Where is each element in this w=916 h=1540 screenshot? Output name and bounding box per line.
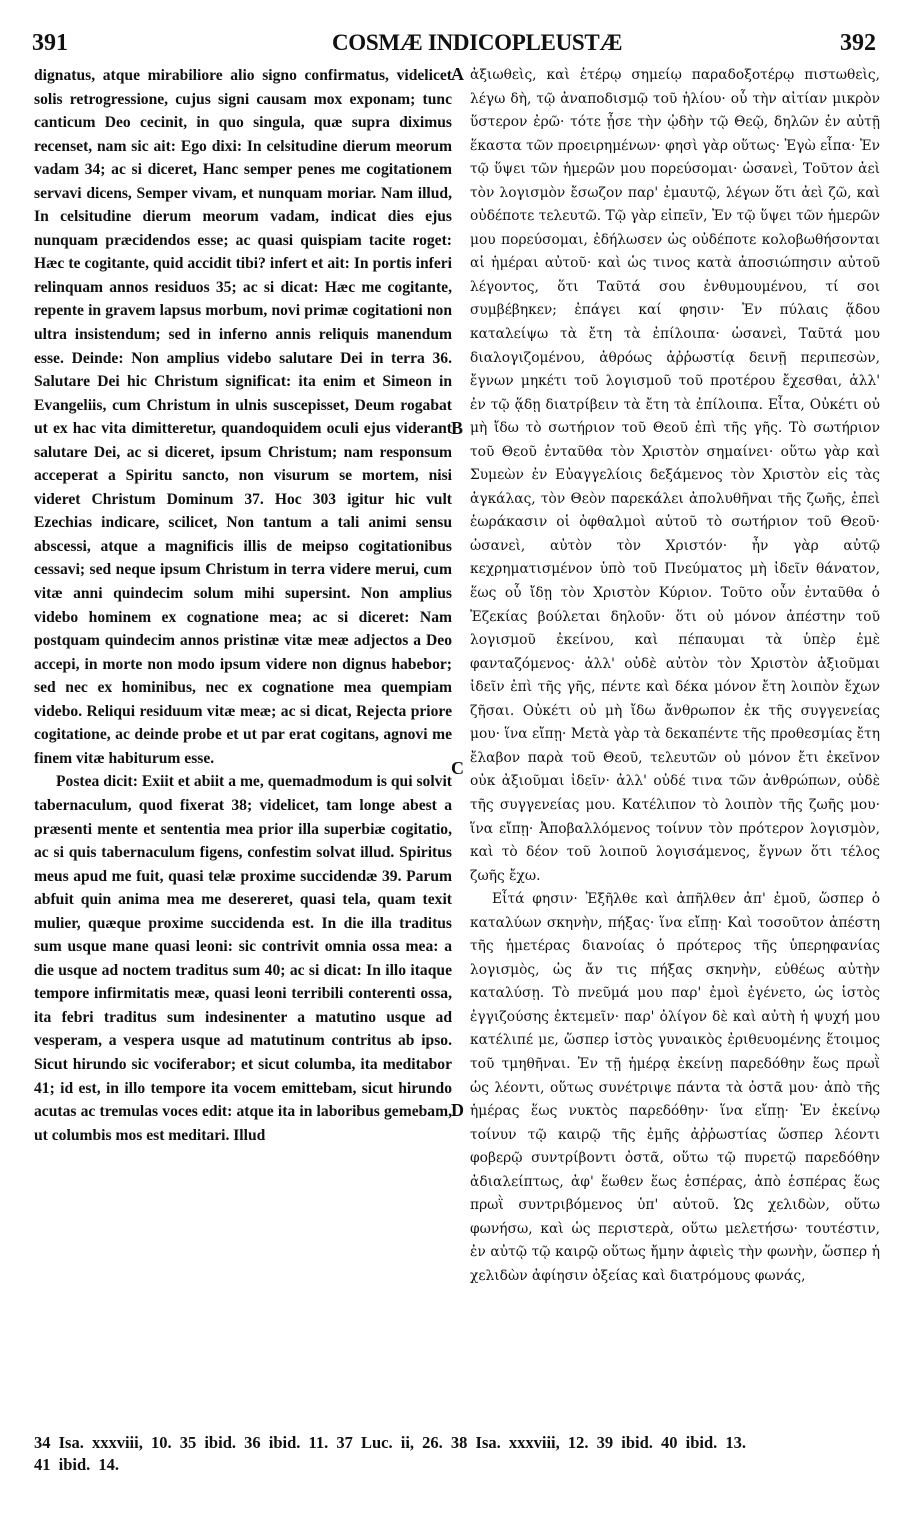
footnotes — [34, 1432, 880, 1476]
latin-paragraph-1: dignatus, atque mirabiliore alio signo confirmatus, videlicet solis retrogressione, cujus signi causam mox exponam; tunc canticum Deo cecinit, in quo singula, quæ supra diximus recenset, nam sic ait: Ego dixi: In celsitudine dierum meorum vadam 34; ac si diceret, Hanc semper penes me cogitationem servavi dicens, Semper vivam, et nunquam moriar. Nam illud, In celsitudine dierum meorum vadam, indicat dies ejus nunquam præcidendos esse; ac quasi quispiam tacite roget: Hæc te cogitante, quid accidit tibi? infert et ait: In portis inferi relinquam annos residuos 35; ac si dicat: Hæc me cogitante, repente in gravem lapsus morbum, novi primæ cogitationi non ultra insistendum; sed in inferno annis reliquis manendum esse. Deinde: Non amplius videbo salutare Dei in terra 36. Salutare Dei hic Christum significat: ita enim et Simeon in Evangeliis, cum Christum in ulnis suscepisset, Deum rogabat ut ex hac vita dimitteretur, quandoquidem oculi ejus viderant salutare Dei, ac si diceret, ipsum Christum; nam responsum acceperat a Spiritu sancto, non visurum se mortem, nisi videret Christum Dominum 37. Hoc 303 igitur hic vult Ezechias indicare, scilicet, Non tantum a tali animi sensu abscessi, atque a magnificis illis de meipso cogitationibus cessavi; sed neque ipsum Christum in terra videre merui, cum vitæ anni quindecim solum mihi supersint. Non amplius videbo hominem ex cognatione mea; ac si diceret: Nam postquam quindecim annos pristinæ vitæ meæ adjectos a Deo accepi, in morte non modo ipsum videre non dignus habebor; sed nec ex hominibus, nec ex cognatione mea quempiam videbo. Reliqui residuum vitæ meæ; ac si dicat, Rejecta priore cogitatione, ac deinde probe et ut par erat cogitans, agnovi me finem vitæ habiturum esse. — [34, 67, 452, 767]
footnote-line-2: 41 ibid. 14. — [34, 1455, 120, 1474]
margin-letter-c: C — [451, 758, 464, 778]
latin-column — [34, 64, 452, 1147]
greek-paragraph-1: ἀξιωθεὶς, καὶ ἑτέρῳ σημείῳ παραδοξοτέρῳ πιστωθεὶς, λέγω δὴ, τῷ ἀναποδισμῷ τοῦ ἡλίου· οὗ τὴν αἰτίαν μικρὸν ὕστερον ἐρῶ· τότε ᾖσε τὴν ᾠδὴν τῷ Θεῷ, δηλῶν ἐν αὐτῇ ἕκαστα τῶν προειρημένων· φησὶ γὰρ οὕτως· Ἐγὼ εἶπα· Ἐν τῷ ὕψει τῶν ἡμερῶν μου πορεύσομαι· ὡσανεὶ, Τοῦτον ἀεὶ τὸν λογισμὸν ἔσωζον παρ' ἐμαυτῷ, λέγων ὅτι ἀεὶ ζῶ, καὶ οὐδέποτε τελευτῶ. Τῷ γὰρ εἰπεῖν, Ἐν τῷ ὕψει τῶν ἡμερῶν μου πορεύσομαι, ἐδήλωσεν ὡς οὐδέποτε κολοβωθήσονται αἱ ἡμέραι αὐτοῦ· καὶ ὡς τινος κατὰ ἀποσιώπησιν αὐτοῦ λέγοντος, ὅτι Ταῦτά σου ἐνθυμουμένου, τί σοι συμβέβηκεν; ἐπάγει καί φησιν· Ἐν πύλαις ᾅδου καταλείψω τὰ ἔτη τὰ ἐπίλοιπα· ὡσανεὶ, Ταῦτά μου διαλογιζομένου, ἀθρόως ἀῤῥωστίᾳ δεινῇ περιπεσὼν, ἔγνων μηκέτι τοῦ λογισμοῦ τοῦ προτέρου ἔχεσθαι, ἀλλ' ἐν τῷ ᾅδῃ διατρίβειν τὰ ἔτη τὰ ἐπίλοιπα. Εἶτα, Οὐκέτι οὐ μὴ ἴδω τὸ σωτήριον τοῦ Θεοῦ ἐπὶ τῆς γῆς. Τὸ σωτήριον τοῦ Θεοῦ ἐνταῦθα τὸν Χριστὸν σημαίνει· οὕτω γὰρ καὶ Συμεὼν ἐν Εὐαγγελίοις δεξάμενος τὸν Χριστὸν εἰς τὰς ἀγκάλας, τὸν Θεὸν παρεκάλει ἀπολυθῆναι τῆς ζωῆς, ἐπεὶ ἑωράκασιν οἱ ὀφθαλμοὶ αὐτοῦ τὸ σωτήριον τοῦ Θεοῦ· ὡσανεὶ, αὐτὸν τὸν Χριστόν· ἦν γὰρ αὐτῷ κεχρηματισμένον ὑπὸ τοῦ Πνεύματος μὴ ἰδεῖν θάνατον, ἕως οὗ ἴδῃ τὸν Χριστὸν Κύριον. Τοῦτο οὖν ἐνταῦθα ὁ Ἐζεκίας βούλεται δηλοῦν· ὅτι οὐ μόνον ἀπέστην τοῦ λογισμοῦ ἐκείνου, καὶ πέπαυμαι τὰ ὑπὲρ ἐμὲ φανταζόμενος· ἀλλ' οὐδὲ αὐτὸν τὸν Χριστὸν ἀξιοῦμαι ἰδεῖν ἐπὶ τῆς γῆς, πέντε καὶ δέκα μόνον ἔτη λοιπὸν ἔχων ζῆσαι. Οὐκέτι οὐ μὴ ἴδω ἄνθρωπον ἐκ τῆς συγγενείας μου· ἵνα εἴπῃ· Μετὰ γὰρ τὰ δεκαπέντε τῆς προθεσμίας ἔτη ἔλαβον παρὰ τοῦ Θεοῦ, τελευτῶν οὐ μόνον ἔτι ἐκεῖνον οὐκ ἀξιοῦμαι ἰδεῖν· ἀλλ' οὐδέ τινα τῶν ἀνθρώπων, οὐδὲ τῆς συγγενείας μου. Κατέλιπον τὸ λοιπὸν τῆς ζωῆς μου· ἵνα εἴπῃ· Ἀποβαλλόμενος τοίνυν τὸν πρότερον λογισμὸν, καὶ τὸ δέον τοῦ λοιποῦ λογισάμενος, ἔγνων ὅτι τέλος ζωῆς ἔχω. — [470, 67, 880, 884]
page-number-left: 391 — [32, 30, 68, 56]
latin-paragraph-2: Postea dicit: Exiit et abiit a me, quemadmodum is qui solvit tabernaculum, quod fixerat 38; videlicet, tam longe abest a præsenti mente et sententia mea prior illa superbiæ cogitatio, ac si quis tabernaculum figens, confestim solvat illud. Spiritus meus apud me fuit, quasi telæ proxime succidendæ 39. Parum abfuit quin anima mea me desereret, quasi tela, quam texit mulier, quæque proxime succidenda est. In die illa traditus sum usque mane quasi leoni: sic contrivit omnia ossa mea: a die usque ad noctem traditus sum 40; ac si dicat: In illo itaque tempore infirmitatis meæ, quasi leoni terribili conterenti ossa, ita febri traditus sum indesinenter a matutino usque ad vesperam, a vespera usque ad matutinum contritus ab ipso. Sicut hirundo sic vociferabor; et sicut columba, ita meditabor 41; id est, in illo tempore ita vocem emittebam, sicut hirundo acutas ac tremulas voces edit: atque ita in laboribus gemebam, ut columbis mos est meditari. Illud — [34, 773, 452, 1144]
margin-letter-d: D — [451, 1100, 464, 1120]
greek-column — [470, 64, 880, 1288]
footnote-line-1: 34 Isa. xxxviii, 10. 35 ibid. 36 ibid. 11. 37 Luc. ii, 26. 38 Isa. xxxviii, 12. 39 ibid. 40 ibid. 13. — [34, 1433, 747, 1452]
margin-letter-b: B — [451, 418, 464, 438]
page-number-right: 392 — [840, 30, 876, 56]
page-header — [32, 30, 876, 60]
margin-letter-a: A — [451, 64, 464, 84]
greek-paragraph-2: Εἶτά φησιν· Ἐξῆλθε καὶ ἀπῆλθεν ἀπ' ἐμοῦ, ὥσπερ ὁ καταλύων σκηνὴν, πήξας· ἵνα εἴπῃ· Καὶ τοσοῦτον ἀπέστη τῆς ἡμετέρας διανοίας ὁ πρότερος τῆς ὑπερηφανίας λογισμὸς, ὡς ἄν τις πήξας σκηνὴν, εὐθέως αὐτὴν καταλύσῃ. Τὸ πνεῦμά μου παρ' ἐμοὶ ἐγένετο, ὡς ἱστὸς ἐγγιζούσης ἐκτεμεῖν· παρ' ὀλίγον δὲ καὶ αὐτὴ ἡ ψυχή μου κατέλιπέ με, ὥσπερ ἱστὸς γυναικὸς ἐριθευομένης ἕτοιμος τοῦ τμηθῆναι. Ἐν τῇ ἡμέρᾳ ἐκείνῃ παρεδόθην ἕως πρωῒ ὡς λέοντι, οὕτως συνέτριψε πάντα τὰ ὀστᾶ μου· ἀπὸ τῆς ἡμέρας ἕως νυκτὸς παρεδόθην· ἵνα εἴπῃ· Ἐν ἐκείνῳ τοίνυν τῷ καιρῷ τῆς ἐμῆς ἀῤῥωστίας ὥσπερ λέοντι φοβερῷ συντρίβοντι ὀστᾶ, οὕτω τῷ πυρετῷ παρεδόθην ἀδιαλείπτως, ἀφ' ἕωθεν ἕως ἑσπέρας, ἀπὸ ἑσπέρας ἕως πρωῒ συντριβόμενος ὑπ' αὐτοῦ. Ὡς χελιδὼν, οὕτω φωνήσω, καὶ ὡς περιστερὰ, οὕτω μελετήσω· τουτέστιν, ἐν αὐτῷ τῷ καιρῷ οὕτως ἤμην ἀφιεὶς τὴν φωνὴν, ὥσπερ ἡ χελιδὼν ἀφίησιν ὀξείας καὶ διατρόμους φωνάς, — [470, 891, 880, 1284]
running-title: COSMÆ INDICOPLEUSTÆ — [332, 30, 623, 55]
